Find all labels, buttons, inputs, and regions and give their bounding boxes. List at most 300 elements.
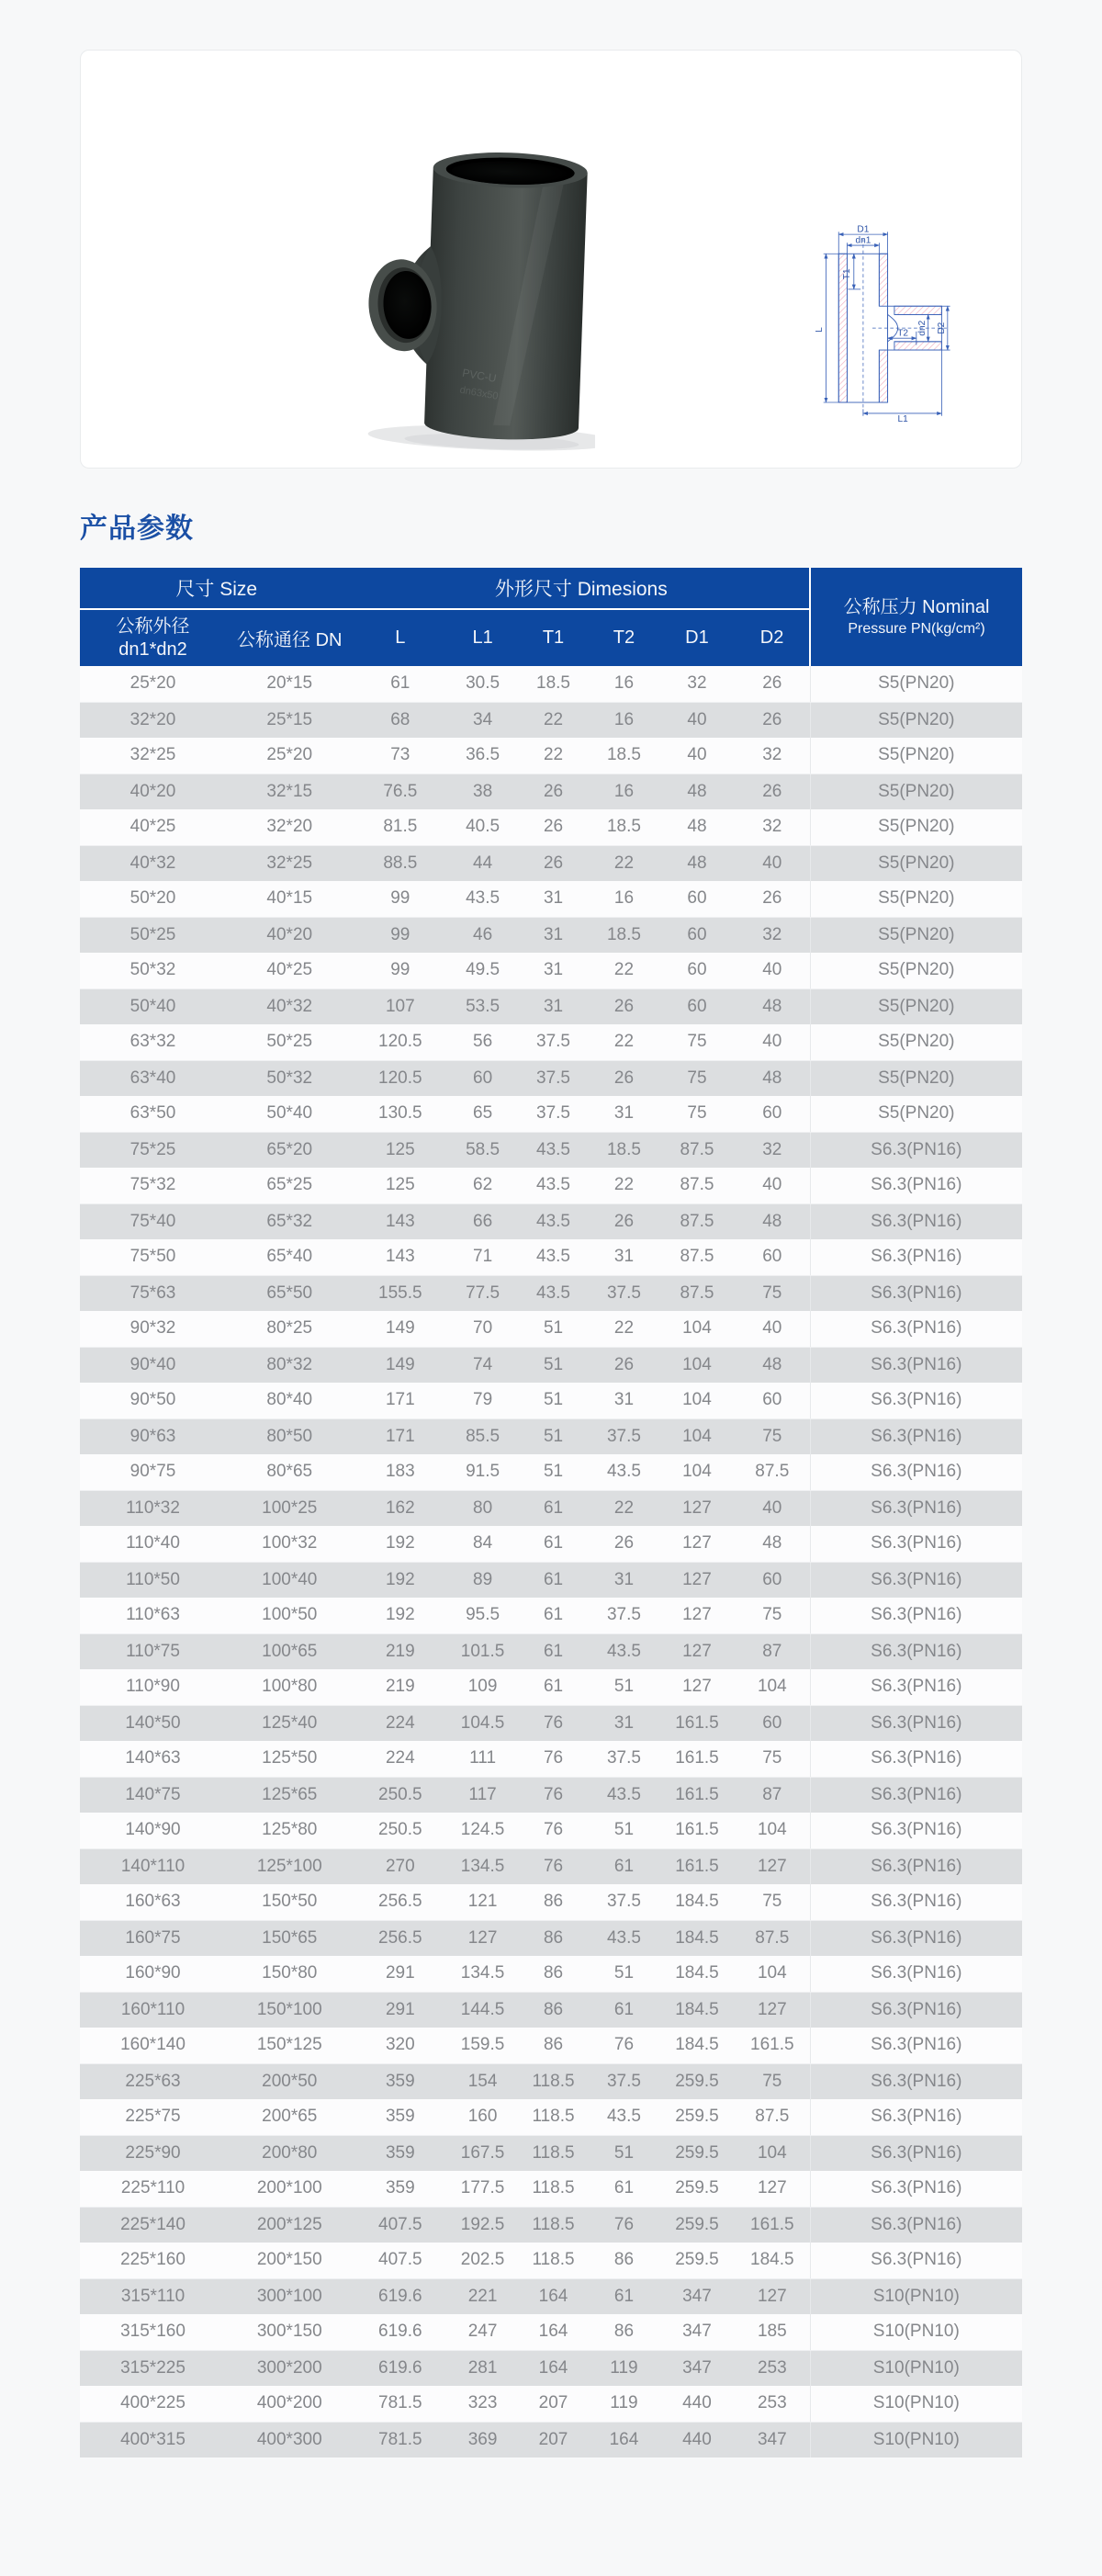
table-cell: 150*100	[226, 1992, 354, 2028]
pressure-label-en: Pressure PN(kg/cm²)	[848, 620, 985, 637]
table-cell: 32*25	[80, 738, 226, 774]
dim-label-d2: D2	[937, 322, 948, 334]
drawing-geometry	[838, 239, 948, 410]
table-cell: 77.5	[447, 1275, 518, 1311]
table-cell: 48	[659, 774, 735, 809]
cell-pressure: S5(PN20)	[810, 953, 1022, 989]
cell-pressure: S6.3(PN16)	[810, 1705, 1022, 1741]
table-cell: 22	[589, 1311, 659, 1347]
table-cell: 80*65	[226, 1454, 354, 1490]
table-cell: 161.5	[659, 1741, 735, 1777]
table-cell: 161.5	[659, 1813, 735, 1848]
table-cell: 75*32	[80, 1168, 226, 1203]
table-cell: 87.5	[659, 1168, 735, 1203]
table-cell: 160*90	[80, 1956, 226, 1992]
table-cell: 207	[518, 2422, 589, 2457]
table-cell: 26	[518, 809, 589, 845]
table-cell: 781.5	[354, 2422, 448, 2457]
table-row	[80, 2278, 1022, 2314]
table-cell: 75*40	[80, 1203, 226, 1239]
table-cell: 110*40	[80, 1526, 226, 1562]
table-cell: 224	[354, 1705, 448, 1741]
table-cell: 184.5	[659, 1992, 735, 2028]
cell-pressure: S5(PN20)	[810, 702, 1022, 738]
table-cell: 86	[518, 1992, 589, 2028]
table-cell: 75*25	[80, 1132, 226, 1168]
cell-pressure: S6.3(PN16)	[810, 1347, 1022, 1383]
table-cell: 225*90	[80, 2135, 226, 2171]
table-cell: 259.5	[659, 2243, 735, 2278]
section-title: 产品参数	[80, 514, 194, 544]
table-cell: 75*63	[80, 1275, 226, 1311]
table-cell: 87.5	[659, 1239, 735, 1275]
header-dimensions-group: 外形尺寸 Dimesions	[354, 568, 811, 609]
table-cell: 16	[589, 702, 659, 738]
table-cell: 101.5	[447, 1633, 518, 1669]
table-cell: 86	[518, 1956, 589, 1992]
table-cell: 60	[735, 1383, 810, 1418]
table-cell: 18.5	[589, 1132, 659, 1168]
dim-label-dn2: dn2	[917, 320, 928, 336]
table-cell: 104	[735, 1669, 810, 1705]
table-cell: 61	[518, 1526, 589, 1562]
table-cell: 150*50	[226, 1884, 354, 1920]
table-row	[80, 2350, 1022, 2386]
table-cell: 619.6	[354, 2350, 448, 2386]
table-cell: 192	[354, 1598, 448, 1633]
table-cell: 161.5	[659, 1777, 735, 1813]
table-cell: 37.5	[518, 1096, 589, 1132]
dim-label-l: L	[814, 327, 825, 333]
cell-pressure: S6.3(PN16)	[810, 1633, 1022, 1669]
table-cell: 177.5	[447, 2171, 518, 2207]
table-cell: 144.5	[447, 1992, 518, 2028]
table-row	[80, 989, 1022, 1024]
cell-pressure: S6.3(PN16)	[810, 2207, 1022, 2243]
table-cell: 155.5	[354, 1275, 448, 1311]
table-cell: 127	[735, 1992, 810, 2028]
table-cell: 400*225	[80, 2386, 226, 2422]
table-cell: 53.5	[447, 989, 518, 1024]
table-row	[80, 1992, 1022, 2028]
cell-pressure: S6.3(PN16)	[810, 2063, 1022, 2099]
table-row	[80, 1096, 1022, 1132]
table-cell: 50*25	[226, 1024, 354, 1060]
cell-pressure: S5(PN20)	[810, 881, 1022, 917]
table-cell: 43.5	[589, 2099, 659, 2135]
table-cell: 22	[589, 953, 659, 989]
table-cell: 256.5	[354, 1920, 448, 1956]
table-cell: 291	[354, 1992, 448, 2028]
table-cell: 90*40	[80, 1347, 226, 1383]
table-cell: 60	[735, 1239, 810, 1275]
table-cell: 80*50	[226, 1418, 354, 1454]
table-cell: 225*75	[80, 2099, 226, 2135]
header-pressure-group	[810, 568, 1022, 666]
table-cell: 149	[354, 1347, 448, 1383]
table-cell: 40	[735, 1490, 810, 1526]
table-cell: 225*110	[80, 2171, 226, 2207]
table-cell: 51	[518, 1383, 589, 1418]
table-cell: 143	[354, 1239, 448, 1275]
table-cell: 18.5	[589, 917, 659, 953]
table-cell: 43.5	[518, 1203, 589, 1239]
table-cell: 60	[659, 917, 735, 953]
table-cell: 48	[735, 989, 810, 1024]
table-cell: 250.5	[354, 1777, 448, 1813]
table-cell: 76	[518, 1813, 589, 1848]
table-row	[80, 1813, 1022, 1848]
table-cell: 40*32	[226, 989, 354, 1024]
table-cell: 104	[659, 1418, 735, 1454]
table-cell: 40*32	[80, 845, 226, 881]
table-cell: 184.5	[735, 2243, 810, 2278]
table-cell: 32	[659, 666, 735, 702]
table-cell: 20*15	[226, 666, 354, 702]
table-cell: 31	[518, 881, 589, 917]
table-cell: 100*65	[226, 1633, 354, 1669]
table-cell: 31	[518, 917, 589, 953]
product-image-card	[80, 50, 1022, 469]
table-cell: 440	[659, 2386, 735, 2422]
technical-drawing	[809, 225, 978, 424]
table-cell: 440	[659, 2422, 735, 2457]
table-cell: 18.5	[518, 666, 589, 702]
table-cell: 65*25	[226, 1168, 354, 1203]
table-row	[80, 1383, 1022, 1418]
table-cell: 100*25	[226, 1490, 354, 1526]
header-size-group: 尺寸 Size	[80, 568, 354, 609]
table-cell: 40	[735, 1311, 810, 1347]
table-cell: 127	[735, 1848, 810, 1884]
table-cell: 36.5	[447, 738, 518, 774]
table-cell: 407.5	[354, 2207, 448, 2243]
table-cell: 121	[447, 1884, 518, 1920]
table-row	[80, 2135, 1022, 2171]
table-cell: 31	[589, 1383, 659, 1418]
cell-pressure: S6.3(PN16)	[810, 1132, 1022, 1168]
table-cell: 43.5	[518, 1239, 589, 1275]
table-cell: 60	[659, 881, 735, 917]
table-row	[80, 1168, 1022, 1203]
table-cell: 127	[447, 1920, 518, 1956]
table-cell: 60	[735, 1562, 810, 1598]
table-cell: 43.5	[589, 1920, 659, 1956]
table-cell: 99	[354, 881, 448, 917]
emboss-marking-2: dn63x50	[458, 384, 500, 402]
table-cell: 125	[354, 1168, 448, 1203]
table-cell: 162	[354, 1490, 448, 1526]
table-cell: 110*63	[80, 1598, 226, 1633]
table-cell: 68	[354, 702, 448, 738]
table-cell: 281	[447, 2350, 518, 2386]
cell-pressure: S6.3(PN16)	[810, 1741, 1022, 1777]
table-cell: 26	[589, 1526, 659, 1562]
cell-pressure: S5(PN20)	[810, 666, 1022, 702]
table-cell: 87.5	[659, 1203, 735, 1239]
table-cell: 107	[354, 989, 448, 1024]
table-cell: 65	[447, 1096, 518, 1132]
table-cell: 89	[447, 1562, 518, 1598]
table-cell: 43.5	[518, 1275, 589, 1311]
cell-pressure: S6.3(PN16)	[810, 1168, 1022, 1203]
table-cell: 270	[354, 1848, 448, 1884]
table-row	[80, 845, 1022, 881]
table-row	[80, 1347, 1022, 1383]
table-cell: 359	[354, 2171, 448, 2207]
table-cell: 140*90	[80, 1813, 226, 1848]
table-row	[80, 953, 1022, 989]
table-cell: 76.5	[354, 774, 448, 809]
table-cell: 87.5	[659, 1275, 735, 1311]
cell-pressure: S6.3(PN16)	[810, 1418, 1022, 1454]
table-cell: 250.5	[354, 1813, 448, 1848]
table-cell: 160*140	[80, 2028, 226, 2063]
table-cell: 65*40	[226, 1239, 354, 1275]
cell-pressure: S6.3(PN16)	[810, 1920, 1022, 1956]
table-cell: 76	[589, 2028, 659, 2063]
table-cell: 75	[659, 1060, 735, 1096]
table-cell: 51	[589, 2135, 659, 2171]
table-cell: 200*80	[226, 2135, 354, 2171]
dim-label-dn1: dn1	[855, 235, 871, 246]
header-group-row	[80, 568, 1022, 609]
table-cell: 76	[518, 1777, 589, 1813]
table-cell: 37.5	[589, 1741, 659, 1777]
table-cell: 51	[589, 1813, 659, 1848]
table-cell: 160*110	[80, 1992, 226, 2028]
table-row	[80, 702, 1022, 738]
table-cell: 44	[447, 845, 518, 881]
table-cell: 118.5	[518, 2207, 589, 2243]
table-cell: 34	[447, 702, 518, 738]
table-cell: 73	[354, 738, 448, 774]
table-cell: 75	[735, 1884, 810, 1920]
table-cell: 51	[518, 1347, 589, 1383]
dim-label-t2: T2	[897, 328, 909, 339]
table-cell: 149	[354, 1311, 448, 1347]
table-cell: 219	[354, 1633, 448, 1669]
table-cell: 161.5	[659, 1848, 735, 1884]
cell-pressure: S6.3(PN16)	[810, 1598, 1022, 1633]
table-cell: 224	[354, 1741, 448, 1777]
table-cell: 200*50	[226, 2063, 354, 2099]
table-cell: 127	[659, 1669, 735, 1705]
table-cell: 87	[735, 1777, 810, 1813]
table-cell: 32	[735, 809, 810, 845]
cell-pressure: S6.3(PN16)	[810, 1884, 1022, 1920]
table-cell: 86	[589, 2243, 659, 2278]
table-cell: 99	[354, 953, 448, 989]
table-cell: 127	[659, 1633, 735, 1669]
table-cell: 104	[735, 2135, 810, 2171]
table-cell: 118.5	[518, 2063, 589, 2099]
table-cell: 16	[589, 881, 659, 917]
table-cell: 111	[447, 1741, 518, 1777]
table-cell: 37.5	[518, 1060, 589, 1096]
table-row	[80, 774, 1022, 809]
col-header-d2: D2	[735, 609, 810, 666]
table-cell: 119	[589, 2386, 659, 2422]
table-cell: 259.5	[659, 2171, 735, 2207]
cell-pressure: S5(PN20)	[810, 1096, 1022, 1132]
table-cell: 65*32	[226, 1203, 354, 1239]
table-cell: 22	[589, 1168, 659, 1203]
table-cell: 40	[735, 953, 810, 989]
cell-pressure: S6.3(PN16)	[810, 2135, 1022, 2171]
table-cell: 110*50	[80, 1562, 226, 1598]
table-cell: 207	[518, 2386, 589, 2422]
spec-table	[80, 568, 1022, 2457]
table-cell: 256.5	[354, 1884, 448, 1920]
table-cell: 61	[518, 1598, 589, 1633]
table-cell: 161.5	[735, 2028, 810, 2063]
table-cell: 400*315	[80, 2422, 226, 2457]
table-cell: 76	[518, 1741, 589, 1777]
table-cell: 164	[589, 2422, 659, 2457]
table-cell: 48	[659, 809, 735, 845]
table-cell: 127	[659, 1490, 735, 1526]
table-cell: 22	[589, 1024, 659, 1060]
table-cell: 40*20	[80, 774, 226, 809]
table-cell: 75	[735, 1275, 810, 1311]
table-cell: 91.5	[447, 1454, 518, 1490]
table-cell: 70	[447, 1311, 518, 1347]
table-cell: 130.5	[354, 1096, 448, 1132]
table-cell: 22	[589, 845, 659, 881]
table-cell: 161.5	[735, 2207, 810, 2243]
table-cell: 90*32	[80, 1311, 226, 1347]
table-cell: 127	[659, 1526, 735, 1562]
table-cell: 32	[735, 738, 810, 774]
table-cell: 134.5	[447, 1956, 518, 1992]
table-cell: 40	[735, 1168, 810, 1203]
table-cell: 140*50	[80, 1705, 226, 1741]
table-row	[80, 1024, 1022, 1060]
cell-pressure: S6.3(PN16)	[810, 1956, 1022, 1992]
table-cell: 32*15	[226, 774, 354, 809]
table-cell: 347	[659, 2278, 735, 2314]
col-header-dn: 公称通径 DN	[226, 609, 354, 666]
table-cell: 125*80	[226, 1813, 354, 1848]
table-cell: 80	[447, 1490, 518, 1526]
table-cell: 22	[518, 702, 589, 738]
table-cell: 22	[518, 738, 589, 774]
table-cell: 60	[447, 1060, 518, 1096]
dim-label-t1: T1	[842, 268, 853, 280]
table-row	[80, 1203, 1022, 1239]
table-cell: 86	[518, 1920, 589, 1956]
table-cell: 259.5	[659, 2063, 735, 2099]
table-row	[80, 1418, 1022, 1454]
table-cell: 140*63	[80, 1741, 226, 1777]
table-cell: 26	[518, 845, 589, 881]
cell-pressure: S5(PN20)	[810, 989, 1022, 1024]
table-cell: 347	[659, 2314, 735, 2350]
table-cell: 31	[518, 989, 589, 1024]
table-cell: 164	[518, 2278, 589, 2314]
cell-pressure: S5(PN20)	[810, 1060, 1022, 1096]
table-row	[80, 2171, 1022, 2207]
cell-pressure: S5(PN20)	[810, 774, 1022, 809]
table-cell: 225*160	[80, 2243, 226, 2278]
table-cell: 85.5	[447, 1418, 518, 1454]
col-header-l1: L1	[447, 609, 518, 666]
table-row	[80, 1275, 1022, 1311]
table-cell: 120.5	[354, 1024, 448, 1060]
table-cell: 48	[735, 1526, 810, 1562]
table-cell: 16	[589, 774, 659, 809]
spec-table-body	[80, 666, 1022, 2457]
dim-label-d1: D1	[857, 225, 870, 235]
cell-pressure: S6.3(PN16)	[810, 1777, 1022, 1813]
table-cell: 63*32	[80, 1024, 226, 1060]
table-cell: 259.5	[659, 2207, 735, 2243]
table-cell: 61	[589, 2171, 659, 2207]
table-cell: 369	[447, 2422, 518, 2457]
table-cell: 104.5	[447, 1705, 518, 1741]
table-row	[80, 1633, 1022, 1669]
table-cell: 26	[735, 774, 810, 809]
table-cell: 26	[589, 1347, 659, 1383]
table-row	[80, 1562, 1022, 1598]
table-cell: 259.5	[659, 2135, 735, 2171]
table-cell: 221	[447, 2278, 518, 2314]
cell-pressure: S6.3(PN16)	[810, 2099, 1022, 2135]
table-cell: 51	[518, 1311, 589, 1347]
cell-pressure: S5(PN20)	[810, 738, 1022, 774]
cell-pressure: S10(PN10)	[810, 2422, 1022, 2457]
table-row	[80, 738, 1022, 774]
table-cell: 75*50	[80, 1239, 226, 1275]
table-cell: 31	[589, 1096, 659, 1132]
table-cell: 40*15	[226, 881, 354, 917]
table-cell: 100*40	[226, 1562, 354, 1598]
table-cell: 84	[447, 1526, 518, 1562]
cell-pressure: S6.3(PN16)	[810, 1848, 1022, 1884]
table-row	[80, 2063, 1022, 2099]
table-row	[80, 1132, 1022, 1168]
table-cell: 51	[589, 1669, 659, 1705]
table-cell: 43.5	[447, 881, 518, 917]
table-cell: 51	[518, 1454, 589, 1490]
table-cell: 86	[589, 2314, 659, 2350]
spec-table-header	[80, 568, 1022, 666]
page-content	[80, 0, 1022, 2457]
table-cell: 104	[735, 1956, 810, 1992]
table-cell: 75	[735, 1598, 810, 1633]
table-cell: 110*90	[80, 1669, 226, 1705]
table-cell: 127	[735, 2278, 810, 2314]
table-cell: 192.5	[447, 2207, 518, 2243]
table-cell: 117	[447, 1777, 518, 1813]
product-photo	[309, 102, 595, 458]
table-cell: 118.5	[518, 2171, 589, 2207]
table-cell: 87	[735, 1633, 810, 1669]
table-cell: 40	[735, 845, 810, 881]
table-cell: 80*40	[226, 1383, 354, 1418]
table-cell: 100*80	[226, 1669, 354, 1705]
cell-pressure: S6.3(PN16)	[810, 1383, 1022, 1418]
table-cell: 37.5	[518, 1024, 589, 1060]
table-row	[80, 809, 1022, 845]
table-cell: 25*20	[226, 738, 354, 774]
table-cell: 95.5	[447, 1598, 518, 1633]
table-cell: 61	[518, 1562, 589, 1598]
table-cell: 40*25	[226, 953, 354, 989]
table-cell: 66	[447, 1203, 518, 1239]
table-cell: 79	[447, 1383, 518, 1418]
